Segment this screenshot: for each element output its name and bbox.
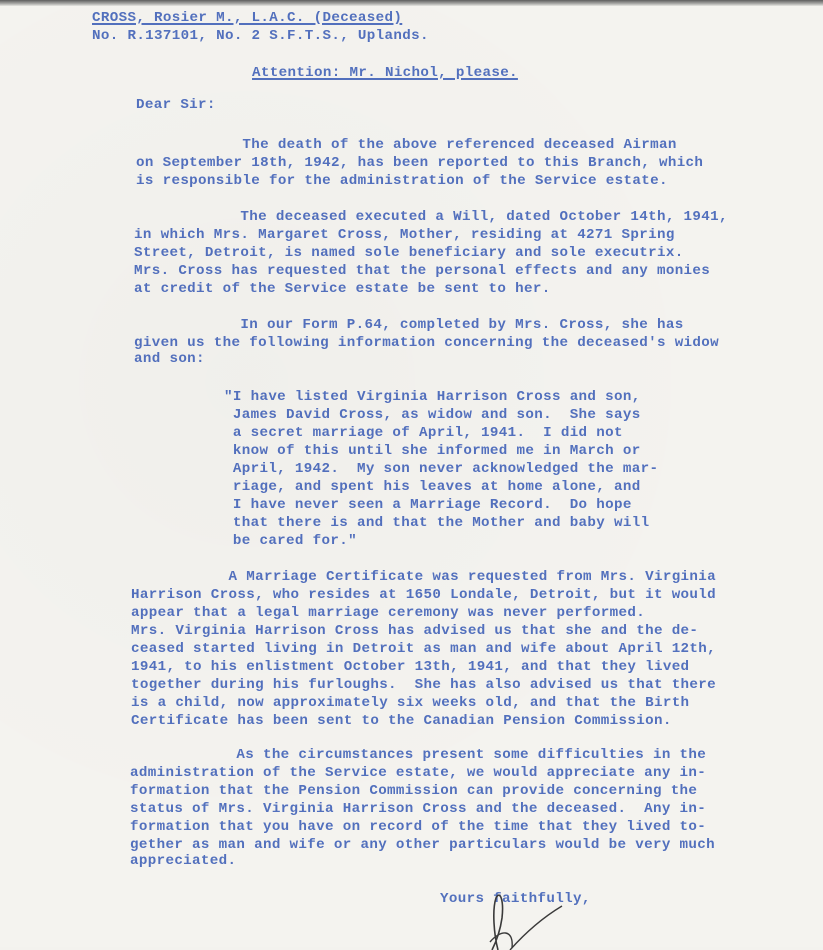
para6-line3: formation that the Pension Commission can provide concerning the: [130, 783, 698, 799]
para6-line7: appreciated.: [130, 853, 237, 869]
attention-line: Attention: Mr. Nichol, please.: [252, 65, 518, 81]
quote-line3: a secret marriage of April, 1941. I did not: [224, 425, 623, 441]
para2-line3: Street, Detroit, is named sole beneficiary and sole executrix.: [134, 245, 684, 261]
quote-line5: April, 1942. My son never acknowledged the mar-: [224, 461, 659, 477]
para6-line2: administration of the Service estate, we would appreciate any in-: [130, 765, 707, 781]
quote-line2: James David Cross, as widow and son. She says: [224, 407, 641, 423]
quote-line7: I have never seen a Marriage Record. Do hope: [224, 497, 632, 513]
quote-line6: riage, and spent his leaves at home alone, and: [224, 479, 641, 495]
para5-line4: Mrs. Virginia Harrison Cross has advised us that she and the de-: [131, 623, 699, 639]
para2-line5: at credit of the Service estate be sent to her.: [134, 281, 551, 297]
para3-line1: In our Form P.64, completed by Mrs. Cross, she has: [134, 317, 684, 333]
para1-line2: on September 18th, 1942, has been reported to this Branch, which: [136, 155, 704, 171]
para3-line2: given us the following information concerning the deceased's widow: [134, 335, 720, 351]
para5-line1: A Marriage Certificate was requested from Mrs. Virginia: [131, 569, 717, 585]
para6-line1: As the circumstances present some difficulties in the: [130, 747, 707, 763]
para5-line8: is a child, now approximately six weeks old, and that the Birth: [131, 695, 690, 711]
para5-line5: ceased started living in Detroit as man and wife about April 12th,: [131, 641, 717, 657]
quote-line9: be cared for.": [224, 533, 357, 549]
para6-line4: status of Mrs. Virginia Harrison Cross and the deceased. Any in-: [130, 801, 707, 817]
para1-line3: is responsible for the administration of the Service estate.: [136, 173, 668, 189]
handwritten-signature-icon: [470, 890, 590, 950]
para2-line1: The deceased executed a Will, dated October 14th, 1941,: [134, 209, 728, 225]
closing: Yours faithfully,: [440, 891, 591, 907]
subject-name-line: CROSS, Rosier M., L.A.C. (Deceased): [92, 10, 403, 26]
para5-line2: Harrison Cross, who resides at 1650 Londale, Detroit, but it would: [131, 587, 717, 603]
para5-line7: together during his furloughs. She has also advised us that there: [131, 677, 717, 693]
para1-line1: The death of the above referenced deceased Airman: [136, 137, 677, 153]
para5-line6: 1941, to his enlistment October 13th, 1941, and that they lived: [131, 659, 690, 675]
para3-line3: and son:: [134, 351, 205, 367]
quote-line1: "I have listed Virginia Harrison Cross and son,: [224, 389, 641, 405]
para5-line9: Certificate has been sent to the Canadian Pension Commission.: [131, 713, 672, 729]
quote-line4: know of this until she informed me in March or: [224, 443, 641, 459]
para5-line3: appear that a legal marriage ceremony was never performed.: [131, 605, 646, 621]
quote-line8: that there is and that the Mother and baby will: [224, 515, 650, 531]
salutation: Dear Sir:: [136, 97, 216, 113]
para2-line4: Mrs. Cross has requested that the personal effects and any monies: [134, 263, 711, 279]
para6-line6: gether as man and wife or any other particulars would be very much: [130, 837, 716, 853]
para2-line2: in which Mrs. Margaret Cross, Mother, residing at 4271 Spring: [134, 227, 675, 243]
subject-service-line: No. R.137101, No. 2 S.F.T.S., Uplands.: [92, 28, 429, 44]
para6-line5: formation that you have on record of the time that they lived to-: [130, 819, 707, 835]
